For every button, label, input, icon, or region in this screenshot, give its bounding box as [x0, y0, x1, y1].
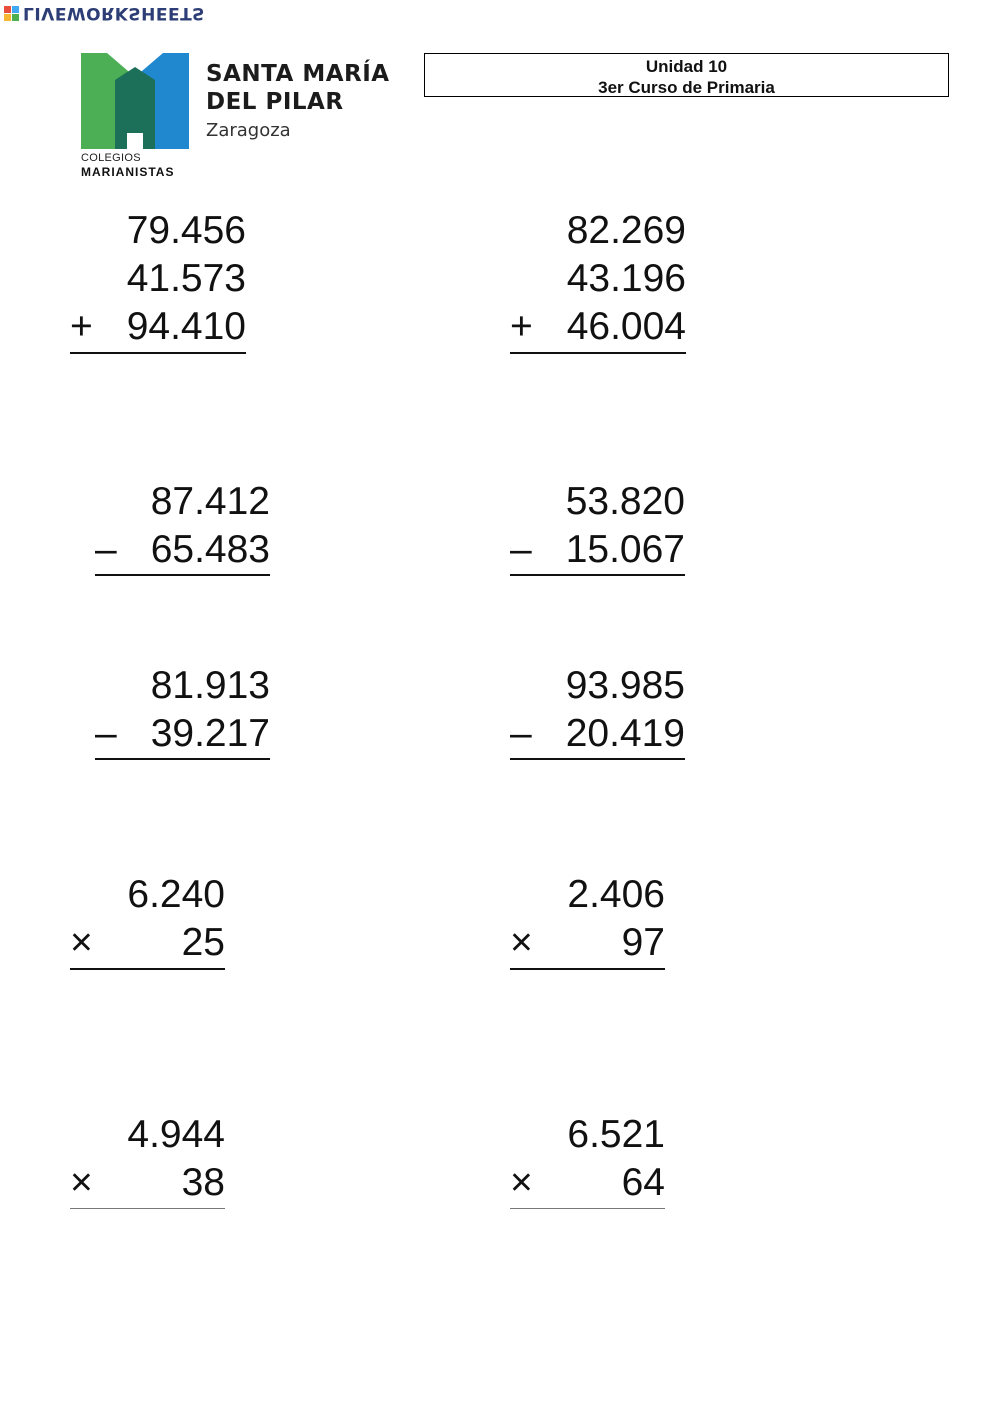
operand: 64 — [621, 1161, 665, 1204]
operand: 87.412 — [150, 480, 270, 523]
school-name — [206, 60, 390, 116]
liveworksheets-watermark — [4, 3, 205, 23]
times-sign: × — [70, 921, 93, 964]
subtraction-exercise — [95, 662, 270, 758]
operand: 4.944 — [127, 1113, 225, 1156]
addition-exercise — [70, 207, 246, 351]
answer-line — [70, 352, 246, 354]
minus-sign: – — [510, 528, 532, 571]
operand: 20.419 — [565, 712, 685, 755]
operand: 41.573 — [126, 257, 246, 300]
answer-line — [95, 758, 270, 760]
liveworksheets-badge-icon — [4, 6, 19, 21]
operand: 65.483 — [150, 528, 270, 571]
times-sign: × — [510, 921, 533, 964]
operand: 82.269 — [566, 209, 686, 252]
multiplication-exercise — [70, 1111, 225, 1207]
school-logo-icon — [81, 53, 189, 149]
operand: 6.521 — [567, 1113, 665, 1156]
times-sign: × — [510, 1161, 533, 1204]
operand: 25 — [181, 921, 225, 964]
minus-sign: – — [95, 712, 117, 755]
addition-exercise — [510, 207, 686, 351]
unit-title: Unidad 10 — [645, 57, 728, 76]
plus-sign: + — [510, 305, 533, 348]
school-name-line2: DEL PILAR — [206, 89, 344, 115]
answer-line — [510, 968, 665, 970]
operand: 15.067 — [565, 528, 685, 571]
plus-sign: + — [70, 305, 93, 348]
operand: 97 — [621, 921, 665, 964]
answer-line — [510, 758, 685, 760]
logo-line-colegios: COLEGIOS — [81, 152, 141, 164]
operand: 38 — [181, 1161, 225, 1204]
subtraction-exercise — [510, 478, 685, 574]
minus-sign: – — [510, 712, 532, 755]
operand: 46.004 — [566, 305, 686, 348]
operand: 53.820 — [565, 480, 685, 523]
subtraction-exercise — [95, 478, 270, 574]
operand: 39.217 — [150, 712, 270, 755]
watermark-text: LIVEWORKSHEETS — [23, 3, 205, 23]
unit-header-box — [424, 53, 949, 97]
multiplication-exercise — [70, 871, 225, 967]
operand: 43.196 — [566, 257, 686, 300]
course-title: 3er Curso de Primaria — [598, 78, 775, 97]
multiplication-exercise — [510, 1111, 665, 1207]
subtraction-exercise — [510, 662, 685, 758]
operand: 81.913 — [150, 664, 270, 707]
minus-sign: – — [95, 528, 117, 571]
school-name-line1: SANTA MARÍA — [206, 61, 390, 87]
logo-line-marianistas: MARIANISTAS — [81, 165, 175, 179]
answer-line — [95, 574, 270, 576]
times-sign: × — [70, 1161, 93, 1204]
answer-line — [510, 574, 685, 576]
operand: 6.240 — [127, 873, 225, 916]
answer-line — [510, 1208, 665, 1209]
answer-line — [70, 968, 225, 970]
answer-line — [70, 1208, 225, 1209]
multiplication-exercise — [510, 871, 665, 967]
school-city: Zaragoza — [206, 120, 291, 141]
operand: 79.456 — [126, 209, 246, 252]
answer-line — [510, 352, 686, 354]
operand: 94.410 — [126, 305, 246, 348]
operand: 93.985 — [565, 664, 685, 707]
operand: 2.406 — [567, 873, 665, 916]
